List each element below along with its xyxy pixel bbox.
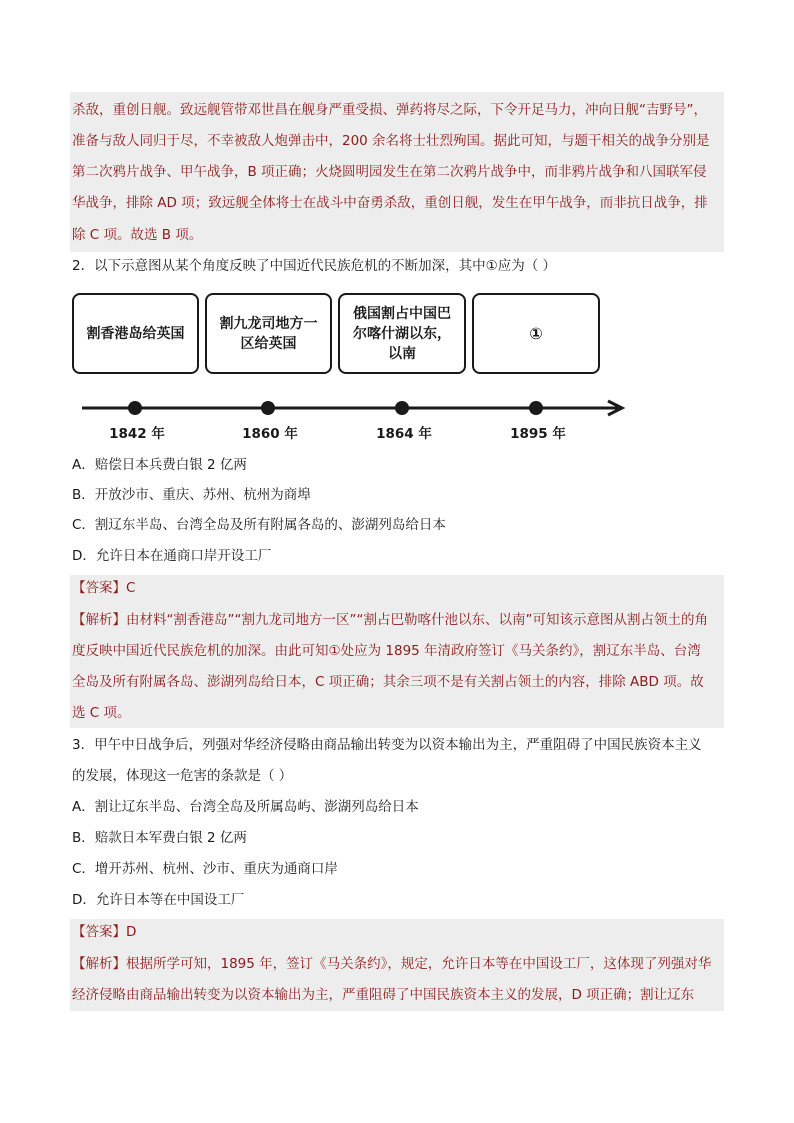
answer-label: 【答案】: [72, 924, 126, 940]
timeline-year: 1842 年: [109, 426, 165, 442]
q2-analysis-line: 选 C 项。: [72, 705, 131, 721]
q3-option-b: B．赔款日本军费白银 2 亿两: [72, 830, 247, 846]
timeline-dot: [261, 401, 275, 415]
answer-label: 【答案】: [72, 580, 126, 596]
analysis-text: 由材料“割香港岛”“割九龙司地方一区”“割占巴勒喀什池以东、以南”可知该示意图从割占领土的角: [126, 612, 708, 628]
q2-stem: 2．以下示意图从某个角度反映了中国近代民族危机的不断加深，其中①应为（ ）: [72, 258, 556, 274]
diagram-box-label: 割九龙司地方一区给英国: [219, 315, 318, 352]
timeline-dot: [529, 401, 543, 415]
q3-answer: [72, 922, 136, 942]
q3-stem: 3．甲午中日战争后，列强对华经济侵略由商品输出转变为以资本输出为主，严重阻碍了中国民族资本主义: [72, 737, 702, 753]
answer-value: D: [126, 924, 137, 940]
timeline-year: 1864 年: [376, 426, 432, 442]
q2-analysis-line: 度反映中国近代民族危机的加深。由此可知①处应为 1895 年清政府签订《马关条约》，割辽东半岛、台湾: [72, 643, 701, 659]
prev-analysis-line: 除 C 项。故选 B 项。: [72, 227, 203, 243]
q3-stem: 的发展，体现这一危害的条款是（ ）: [72, 768, 293, 784]
prev-analysis-line: 杀敌，重创日舰。致远舰管带邓世昌在舰身严重受损、弹药将尽之际，下令开足马力，冲向日舰“吉野号”，: [72, 102, 707, 118]
diagram-box-label: 俄国割占中国巴尔喀什湖以东，以南: [353, 305, 451, 362]
q3-option-c: C．增开苏州、杭州、沙市、重庆为通商口岸: [72, 861, 338, 877]
diagram-box-1: [72, 293, 199, 374]
q2-analysis-line: [72, 610, 708, 630]
q2-option-d: D．允许日本在通商口岸开设工厂: [72, 548, 272, 564]
q3-analysis-line: 经济侵略由商品输出转变为以资本输出为主，严重阻碍了中国民族资本主义的发展，D 项正确；割让辽东: [72, 987, 695, 1003]
answer-value: C: [126, 580, 136, 596]
q3-analysis-line: [72, 954, 711, 974]
analysis-label: 【解析】: [72, 956, 126, 972]
diagram-box-label: 割香港岛给英国: [86, 325, 185, 342]
prev-analysis-line: 第二次鸦片战争、甲午战争，B 项正确；火烧圆明园发生在第二次鸦片战争中，而非鸦片战争和八国联军侵: [72, 164, 707, 180]
analysis-label: 【解析】: [72, 612, 126, 628]
prev-analysis-line: 华战争，排除 AD 项；致远舰全体将士在战斗中奋勇杀敌，重创日舰，发生在甲午战争，而非抗日战争，排: [72, 195, 708, 211]
timeline-year: 1895 年: [510, 426, 566, 442]
timeline-year: 1860 年: [242, 426, 298, 442]
timeline-dot: [395, 401, 409, 415]
q2-option-b: B．开放沙市、重庆、苏州、杭州为商埠: [72, 487, 311, 503]
q2-analysis-line: 全岛及所有附属各岛、澎湖列岛给日本，C 项正确；其余三项不是有关割占领土的内容，排除 ABD 项。故: [72, 674, 704, 690]
q3-option-a: A．割让辽东半岛、台湾全岛及所属岛屿、澎湖列岛给日本: [72, 799, 419, 815]
diagram-box-label: ①: [529, 323, 543, 343]
q3-option-d: D．允许日本等在中国设工厂: [72, 892, 245, 908]
diagram-box-2: [205, 293, 332, 374]
diagram-box-4: [472, 293, 600, 374]
q2-option-c: C．割辽东半岛、台湾全岛及所有附属各岛的、澎湖列岛给日本: [72, 517, 446, 533]
prev-analysis-line: 准备与敌人同归于尽，不幸被敌人炮弹击中，200 余名将士壮烈殉国。据此可知，与题干相关的战争分别是: [72, 133, 710, 149]
q2-option-a: A．赔偿日本兵费白银 2 亿两: [72, 457, 247, 473]
diagram-box-3: [338, 293, 466, 374]
timeline-dot: [128, 401, 142, 415]
analysis-text: 根据所学可知，1895 年，签订《马关条约》，规定，允许日本等在中国设工厂，这体现了列强对华: [126, 956, 712, 972]
q2-answer: [72, 578, 135, 598]
